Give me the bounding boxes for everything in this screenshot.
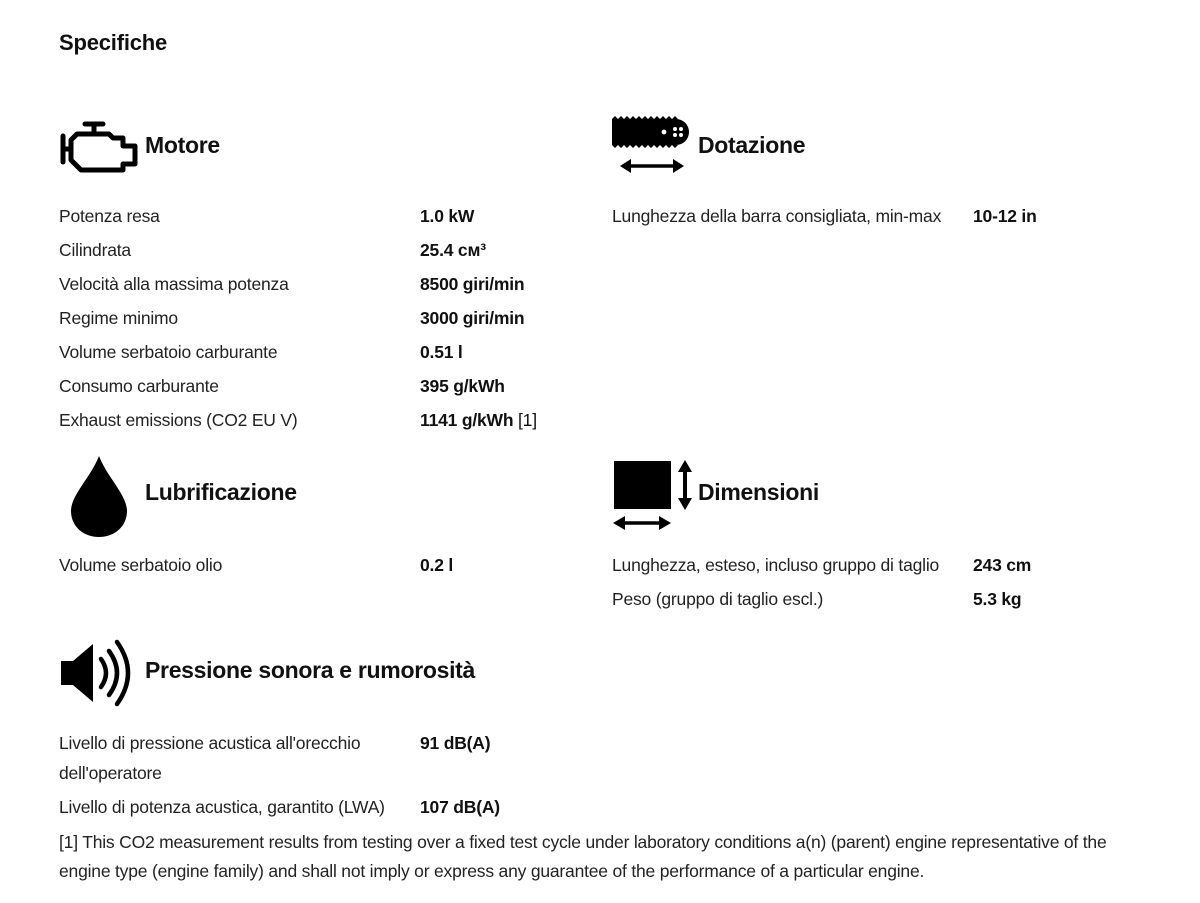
spec-label: Livello di pressione acustica all'orecchio dell'operatore — [59, 733, 361, 783]
dimensioni-rows — [612, 548, 1172, 616]
spec-value: 91 dB(A) — [420, 733, 491, 753]
section-title: Pressione sonora e rumorosità — [145, 657, 476, 683]
spec-value: 0.2 l — [420, 555, 454, 575]
spec-row — [59, 301, 559, 335]
spec-label: Cilindrata — [59, 240, 131, 260]
spec-row — [59, 403, 559, 437]
dotazione-rows — [612, 199, 1172, 233]
section-dimensioni — [612, 459, 1172, 609]
section-title: Dotazione — [698, 132, 806, 158]
section-lubrificazione — [59, 455, 559, 575]
speaker-icon — [59, 637, 143, 709]
section-dotazione — [612, 116, 1172, 226]
spec-row — [59, 233, 559, 267]
spec-row — [59, 548, 559, 582]
spec-row — [59, 267, 559, 301]
spec-label: Lunghezza della barra consigliata, min-max — [612, 206, 942, 226]
dimensions-icon — [612, 459, 696, 535]
oil-drop-icon — [59, 455, 141, 539]
spec-value: 107 dB(A) — [420, 797, 500, 817]
spec-value: 243 cm — [973, 555, 1032, 575]
spec-value: 3000 giri/min — [420, 308, 525, 328]
spec-label: Exhaust emissions (CO2 EU V) — [59, 410, 298, 430]
motore-rows — [59, 199, 559, 437]
spec-row — [59, 726, 659, 790]
spec-value: 5.3 kg — [973, 589, 1022, 609]
section-rumore — [59, 637, 659, 817]
footnote-reference: [1] — [518, 410, 537, 430]
lubrificazione-rows — [59, 548, 559, 582]
spec-row — [59, 369, 559, 403]
spec-row — [59, 199, 559, 233]
spec-value: 395 g/kWh — [420, 376, 505, 396]
spec-value: 0.51 l — [420, 342, 463, 362]
spec-label: Volume serbatoio olio — [59, 555, 223, 575]
section-title: Lubrificazione — [145, 479, 297, 505]
spec-label: Velocità alla massima potenza — [59, 274, 289, 294]
spec-row — [59, 790, 659, 824]
chainsaw-bar-icon — [612, 116, 694, 176]
spec-row — [612, 548, 1172, 582]
section-title: Motore — [145, 132, 220, 158]
spec-row — [612, 199, 1172, 233]
section-motore — [59, 116, 559, 430]
spec-value: 10-12 in — [973, 206, 1037, 226]
footnote: [1] This CO2 measurement results from testing over a fixed test cycle under laboratory conditions a(n) (parent) engine representative of the engine type (engine family) and shall not imply or express any guarantee of the performance of a particular engine. — [59, 832, 1107, 881]
engine-icon — [59, 116, 141, 176]
rumore-rows — [59, 726, 659, 824]
section-header — [612, 459, 1172, 539]
page-title: Specifiche — [59, 30, 168, 55]
section-header — [612, 116, 1172, 186]
spec-value: 1141 g/kWh — [420, 410, 514, 430]
section-header — [59, 637, 659, 707]
spec-label: Livello di potenza acustica, garantito (LWA) — [59, 797, 385, 817]
spec-label: Peso (gruppo di taglio escl.) — [612, 589, 824, 609]
spec-label: Potenza resa — [59, 206, 160, 226]
spec-row — [612, 582, 1172, 616]
spec-label: Lunghezza, esteso, incluso gruppo di taglio — [612, 555, 940, 575]
spec-label: Consumo carburante — [59, 376, 219, 396]
section-header — [59, 116, 559, 186]
spec-row — [59, 335, 559, 369]
section-header — [59, 455, 559, 540]
spec-value-with-note — [420, 403, 537, 437]
spec-value: 25.4 cм³ — [420, 240, 486, 260]
spec-value: 1.0 kW — [420, 206, 475, 226]
spec-label: Regime minimo — [59, 308, 178, 328]
section-title: Dimensioni — [698, 479, 819, 505]
spec-label: Volume serbatoio carburante — [59, 342, 278, 362]
spec-value: 8500 giri/min — [420, 274, 525, 294]
